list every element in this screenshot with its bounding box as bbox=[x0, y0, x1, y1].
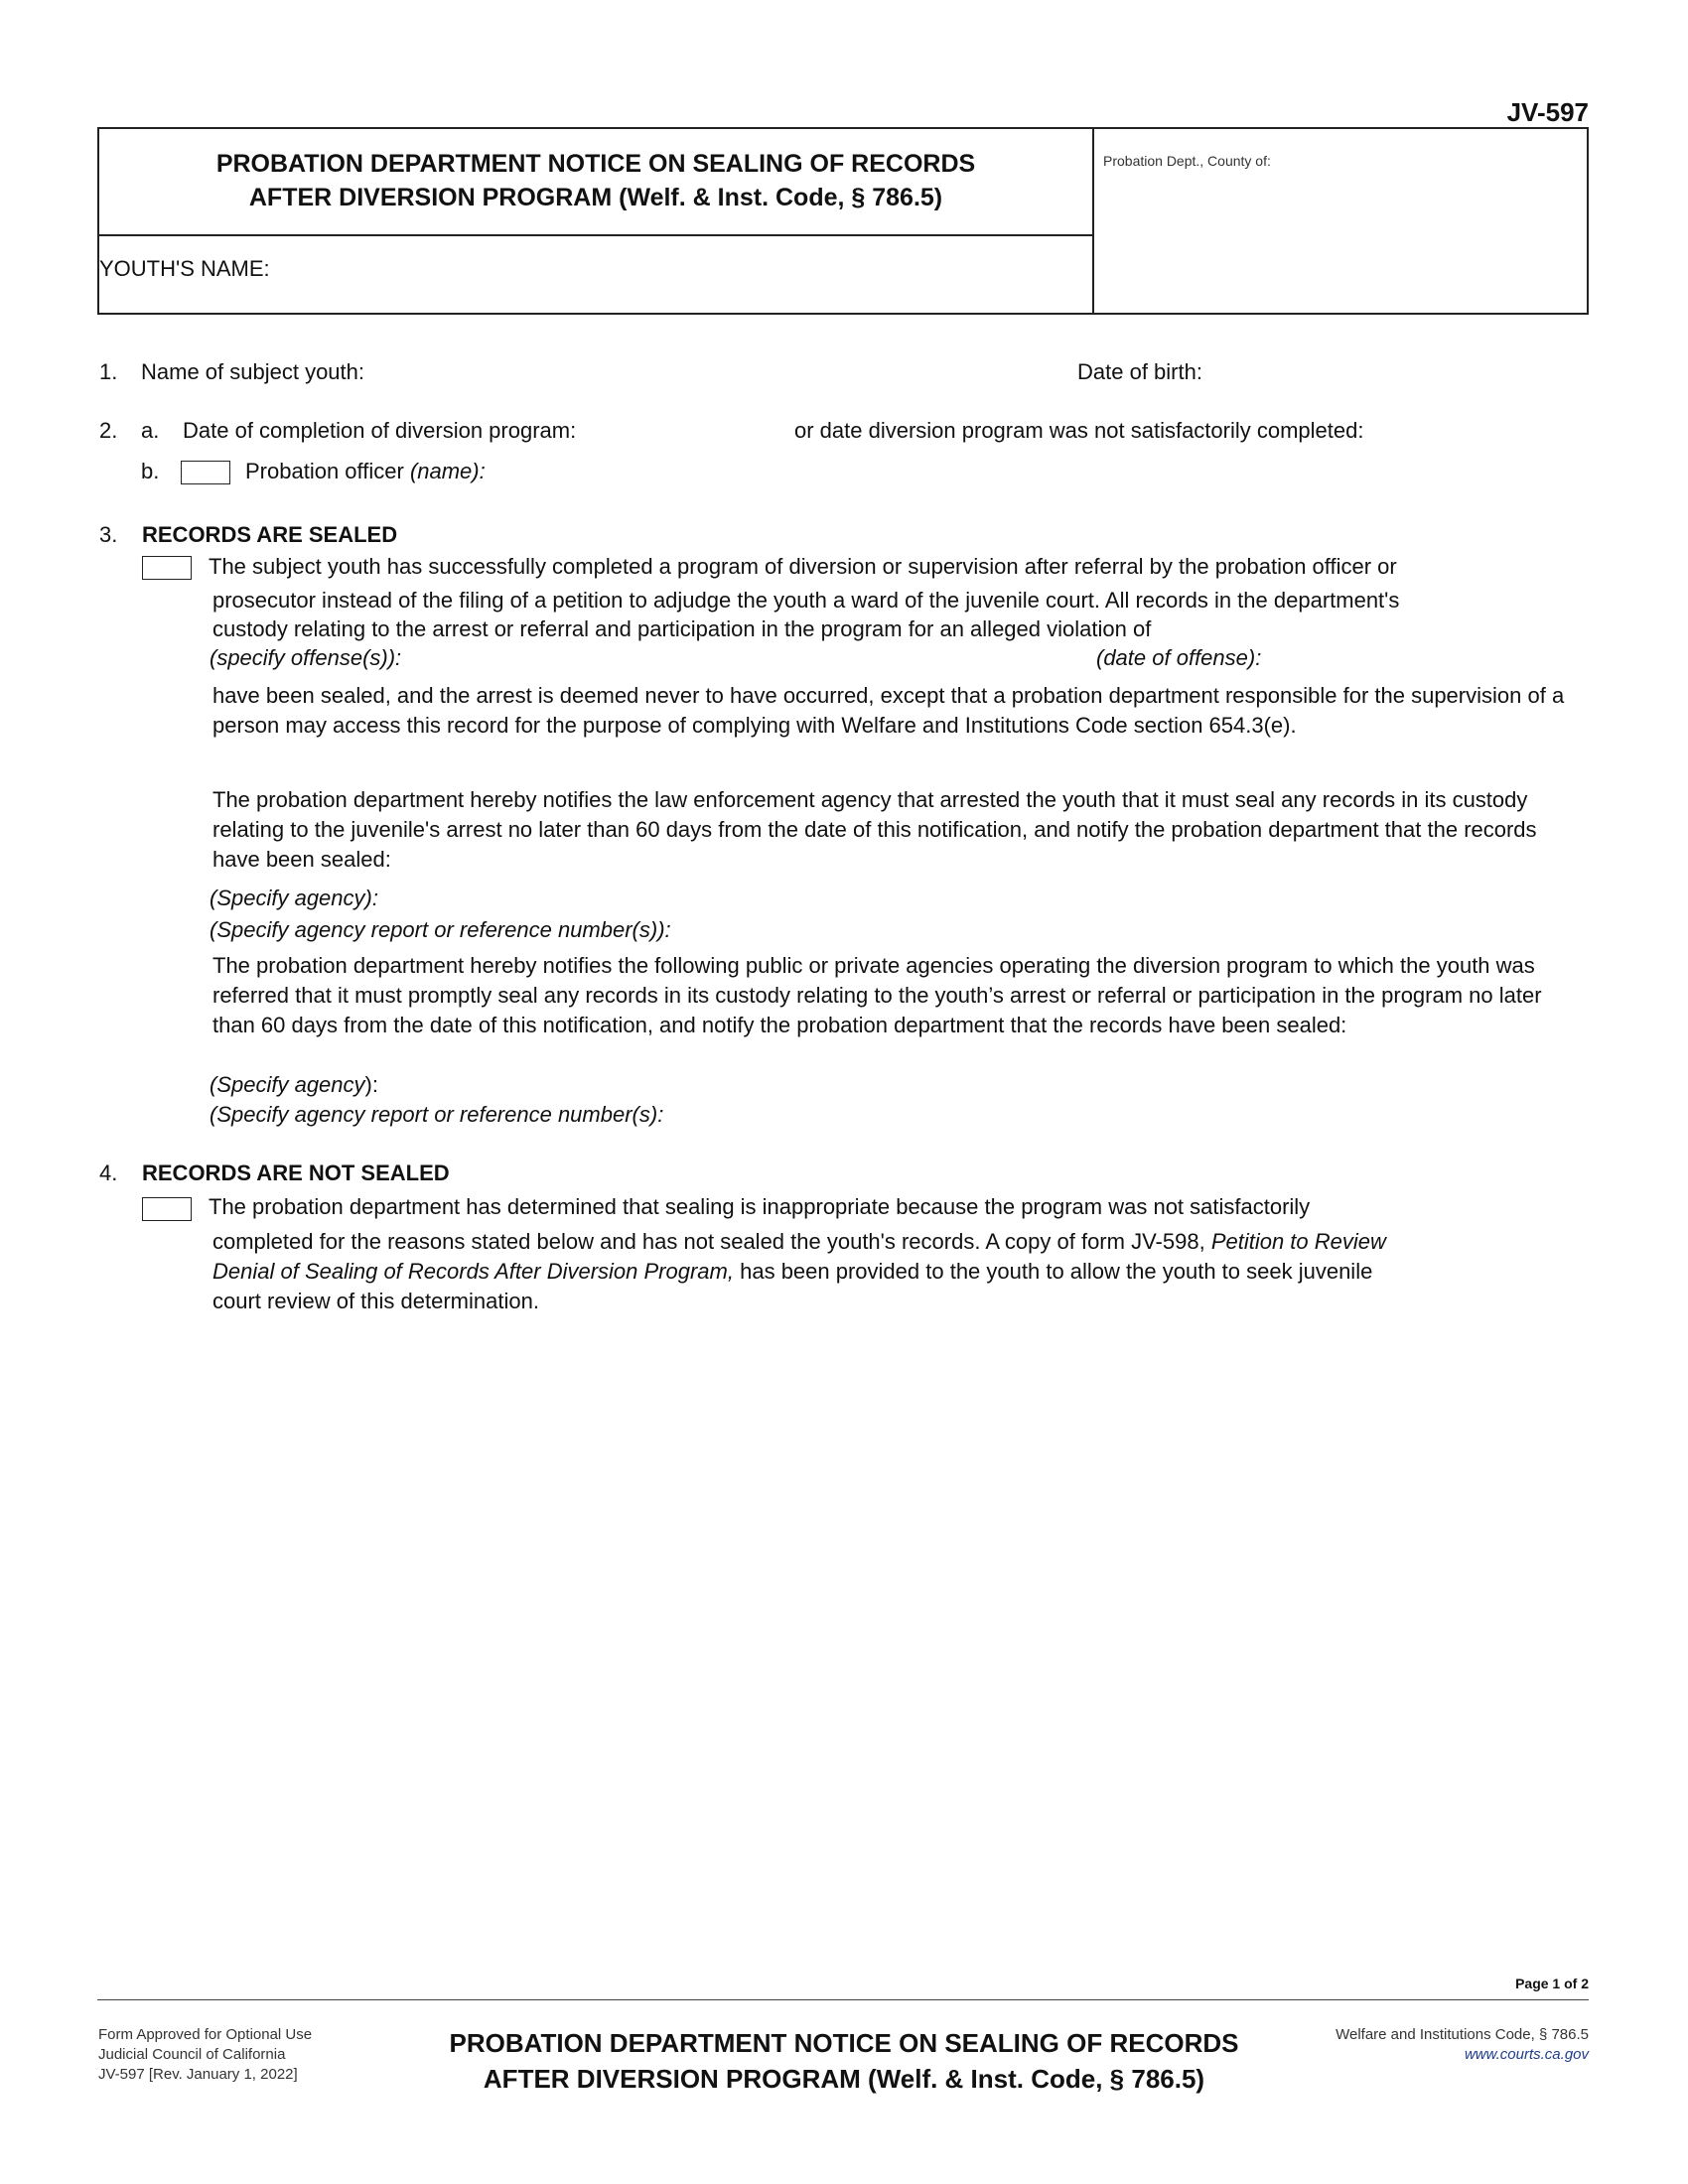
records-sealed-heading: RECORDS ARE SEALED bbox=[142, 522, 398, 547]
footer-form-info bbox=[98, 2025, 312, 2085]
footer-divider bbox=[97, 1999, 1589, 2000]
footer-statute: Welfare and Institutions Code, § 786.5 bbox=[1336, 2026, 1589, 2043]
county-field[interactable]: Probation Dept., County of: bbox=[1103, 153, 1271, 169]
records-sealed-checkbox[interactable] bbox=[142, 556, 192, 580]
probation-officer-label: Probation officer bbox=[245, 459, 404, 483]
probation-officer-field[interactable] bbox=[245, 457, 486, 486]
page-number: Page 1 of 2 bbox=[1515, 1976, 1589, 1991]
completion-date-field[interactable]: Date of completion of diversion program: bbox=[183, 418, 577, 443]
subject-youth-name-field[interactable]: Name of subject youth: bbox=[141, 359, 365, 384]
item3-sealed-paragraph: have been sealed, and the arrest is deemed never to have occurred, except that a probation department responsible for the supervision of a person may access this record for the purpose of complying with Welfare and Institutions Code section 654.3(e). bbox=[212, 683, 1565, 738]
item3-line2: prosecutor instead of the filing of a petition to adjudge the youth a ward of the juvenile court. All records in the department's bbox=[212, 588, 1400, 613]
footer-left-line1: Form Approved for Optional Use bbox=[98, 2026, 313, 2043]
courts-website-link[interactable]: www.courts.ca.gov bbox=[1464, 2046, 1589, 2063]
not-completed-date-field[interactable]: or date diversion program was not satisfactorily completed: bbox=[794, 418, 1364, 443]
form-title-line1: PROBATION DEPARTMENT NOTICE ON SEALING OF RECORDS bbox=[215, 150, 976, 178]
agency-reference-field[interactable]: (Specify agency report or reference number(s)): bbox=[210, 917, 671, 942]
item4-line3-text: has been provided to the youth to allow the youth to seek juvenile bbox=[740, 1259, 1373, 1284]
footer-title-line1: PROBATION DEPARTMENT NOTICE ON SEALING OF RECORDS bbox=[449, 2028, 1239, 2058]
header-divider-vertical bbox=[1092, 127, 1094, 315]
form-title-line2: AFTER DIVERSION PROGRAM (Welf. & Inst. Code, § 786.5) bbox=[248, 184, 943, 211]
item4-line2 bbox=[212, 1227, 1386, 1257]
item4-line1: The probation department has determined that sealing is inappropriate because the program was not satisfactorily bbox=[209, 1194, 1311, 1219]
specify-offense-field[interactable]: (specify offense(s)): bbox=[210, 645, 402, 670]
jv598-title-part1: Petition to Review bbox=[1210, 1229, 1386, 1254]
specify-agency-field[interactable]: (Specify agency): bbox=[210, 886, 378, 910]
item4-line4: court review of this determination. bbox=[212, 1289, 539, 1313]
date-of-offense-field[interactable]: (date of offense): bbox=[1096, 645, 1262, 670]
item3-number: 3. bbox=[99, 522, 118, 547]
probation-officer-name-hint: (name): bbox=[409, 459, 486, 483]
item1-number: 1. bbox=[99, 359, 118, 384]
item4-line2-text: completed for the reasons stated below and has not sealed the youth's records. A copy of form JV-598, bbox=[212, 1229, 1205, 1254]
footer-left-line3: JV-597 [Rev. January 1, 2022] bbox=[98, 2066, 298, 2083]
footer-title-line2: AFTER DIVERSION PROGRAM (Welf. & Inst. Code, § 786.5) bbox=[483, 2064, 1205, 2094]
footer-citation bbox=[1192, 2025, 1589, 2065]
date-of-birth-field[interactable]: Date of birth: bbox=[1077, 359, 1202, 384]
item3-line3: custody relating to the arrest or referral and participation in the program for an alleged violation of bbox=[212, 616, 1152, 641]
jv598-title-part2: Denial of Sealing of Records After Diversion Program, bbox=[212, 1259, 734, 1284]
agency2-reference-field[interactable]: (Specify agency report or reference number(s): bbox=[210, 1102, 664, 1127]
header-divider-horizontal bbox=[97, 234, 1094, 236]
specify-agency2-suffix: ): bbox=[364, 1072, 378, 1097]
item3-line1: The subject youth has successfully completed a program of diversion or supervision after referral by the probation officer or bbox=[209, 554, 1397, 579]
form-title bbox=[99, 147, 1092, 214]
youth-name-field[interactable]: YOUTH'S NAME: bbox=[99, 256, 270, 281]
specify-agency2-label: (Specify agency bbox=[210, 1072, 365, 1097]
footer-title bbox=[397, 2025, 1291, 2097]
item2a-letter: a. bbox=[141, 418, 160, 443]
law-enforcement-notice-paragraph: The probation department hereby notifies the law enforcement agency that arrested the youth that it must seal any records in its custody relating to the juvenile's arrest no later than 60 days from the date of this notification, and notify the probation department that the records have been sealed: bbox=[212, 787, 1537, 872]
specify-agency2-field[interactable] bbox=[210, 1070, 378, 1100]
probation-officer-checkbox[interactable] bbox=[181, 461, 230, 484]
item4-number: 4. bbox=[99, 1160, 118, 1185]
item2b-letter: b. bbox=[141, 459, 160, 483]
form-number: JV-597 bbox=[1506, 97, 1589, 127]
records-not-sealed-heading: RECORDS ARE NOT SEALED bbox=[142, 1160, 450, 1185]
item4-line3 bbox=[212, 1257, 1372, 1287]
diversion-agency-notice-paragraph: The probation department hereby notifies the following public or private agencies operating the diversion program to which the youth was referred that it must promptly seal any records in its custody relating to the youth’s arrest or referral or participation in the program no later than 60 days from the date of this notification, and notify the probation department that the records have been sealed: bbox=[212, 953, 1542, 1037]
item2-number: 2. bbox=[99, 418, 118, 443]
footer-left-line2: Judicial Council of California bbox=[98, 2046, 286, 2063]
records-not-sealed-checkbox[interactable] bbox=[142, 1197, 192, 1221]
